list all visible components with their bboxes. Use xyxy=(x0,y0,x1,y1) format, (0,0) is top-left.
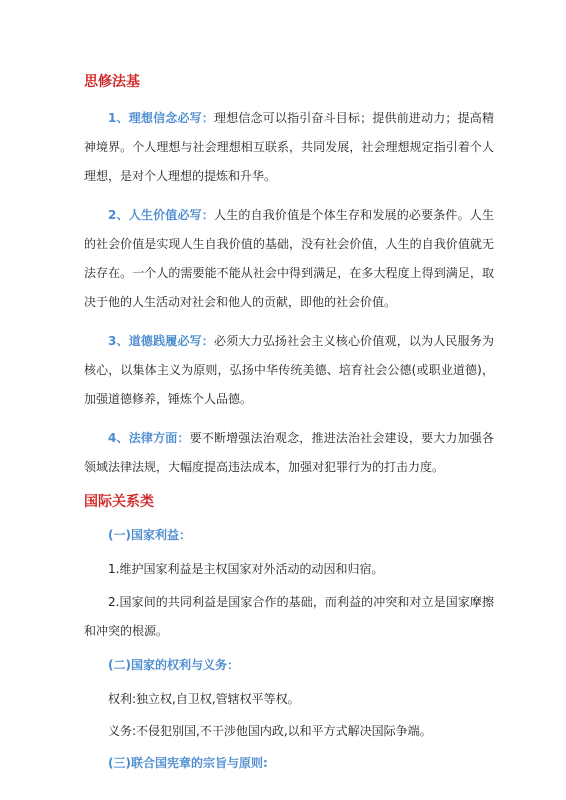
lead-moral-practice: 3、道德践履必写： xyxy=(108,334,214,348)
paragraph-life-value xyxy=(84,201,494,317)
text-national-interest-1: 1.维护国家利益是主权国家对外活动的动因和归宿。 xyxy=(108,562,384,576)
paragraph-moral-practice xyxy=(84,327,494,414)
sub-heading-rights-duties: (二)国家的权利与义务： xyxy=(108,658,239,672)
document-content xyxy=(84,72,494,784)
sub-heading-national-interest: (一)国家利益： xyxy=(108,528,191,542)
text-rights: 权利:独立权,自卫权,管辖权平等权。 xyxy=(108,692,300,706)
lead-law: 4、法律方面： xyxy=(108,431,190,445)
section-title-sixiu: 思修法基 xyxy=(84,74,140,90)
paragraph-ideal-belief xyxy=(84,104,494,191)
text-duties: 义务:不侵犯别国,不干涉他国内政,以和平方式解决国际争端。 xyxy=(108,724,432,738)
text-ideal-belief: 理想信念可以指引奋斗目标；提供前进动力；提高精神境界。个人理想与社会理想相互联系，共同发展，社会理想规定指引着个人理想，是对个人理想的提炼和升华。 xyxy=(84,111,494,183)
paragraph-law xyxy=(84,424,494,482)
section-title-international: 国际关系类 xyxy=(84,494,154,510)
lead-ideal-belief: 1、理想信念必写： xyxy=(108,111,214,125)
lead-life-value: 2、人生价值必写： xyxy=(108,208,214,222)
text-law: 要不断增强法治观念，推进法治社会建设，要大力加强各领域法律法规，大幅度提高违法成本，加强对犯罪行为的打击力度。 xyxy=(84,431,494,474)
text-life-value: 人生的自我价值是个体生存和发展的必要条件。人生的社会价值是实现人生自我价值的基础，没有社会价值，人生的自我价值就无法存在。一个人的需要能不能从社会中得到满足，在多大程度上得到满足，取决于他的人生活动对社会和他人的贡献，即他的社会价值。 xyxy=(84,208,494,309)
text-national-interest-2: 2.国家间的共同利益是国家合作的基础，而利益的冲突和对立是国家摩擦和冲突的根源。 xyxy=(84,595,494,638)
sub-heading-un-charter: (三)联合国宪章的宗旨与原则: xyxy=(108,756,268,770)
text-moral-practice: 必须大力弘扬社会主义核心价值观，以为人民服务为核心，以集体主义为原则，弘扬中华传统美德、培育社会公德(或职业道德)，加强道德修养，锤炼个人品德。 xyxy=(84,334,494,406)
